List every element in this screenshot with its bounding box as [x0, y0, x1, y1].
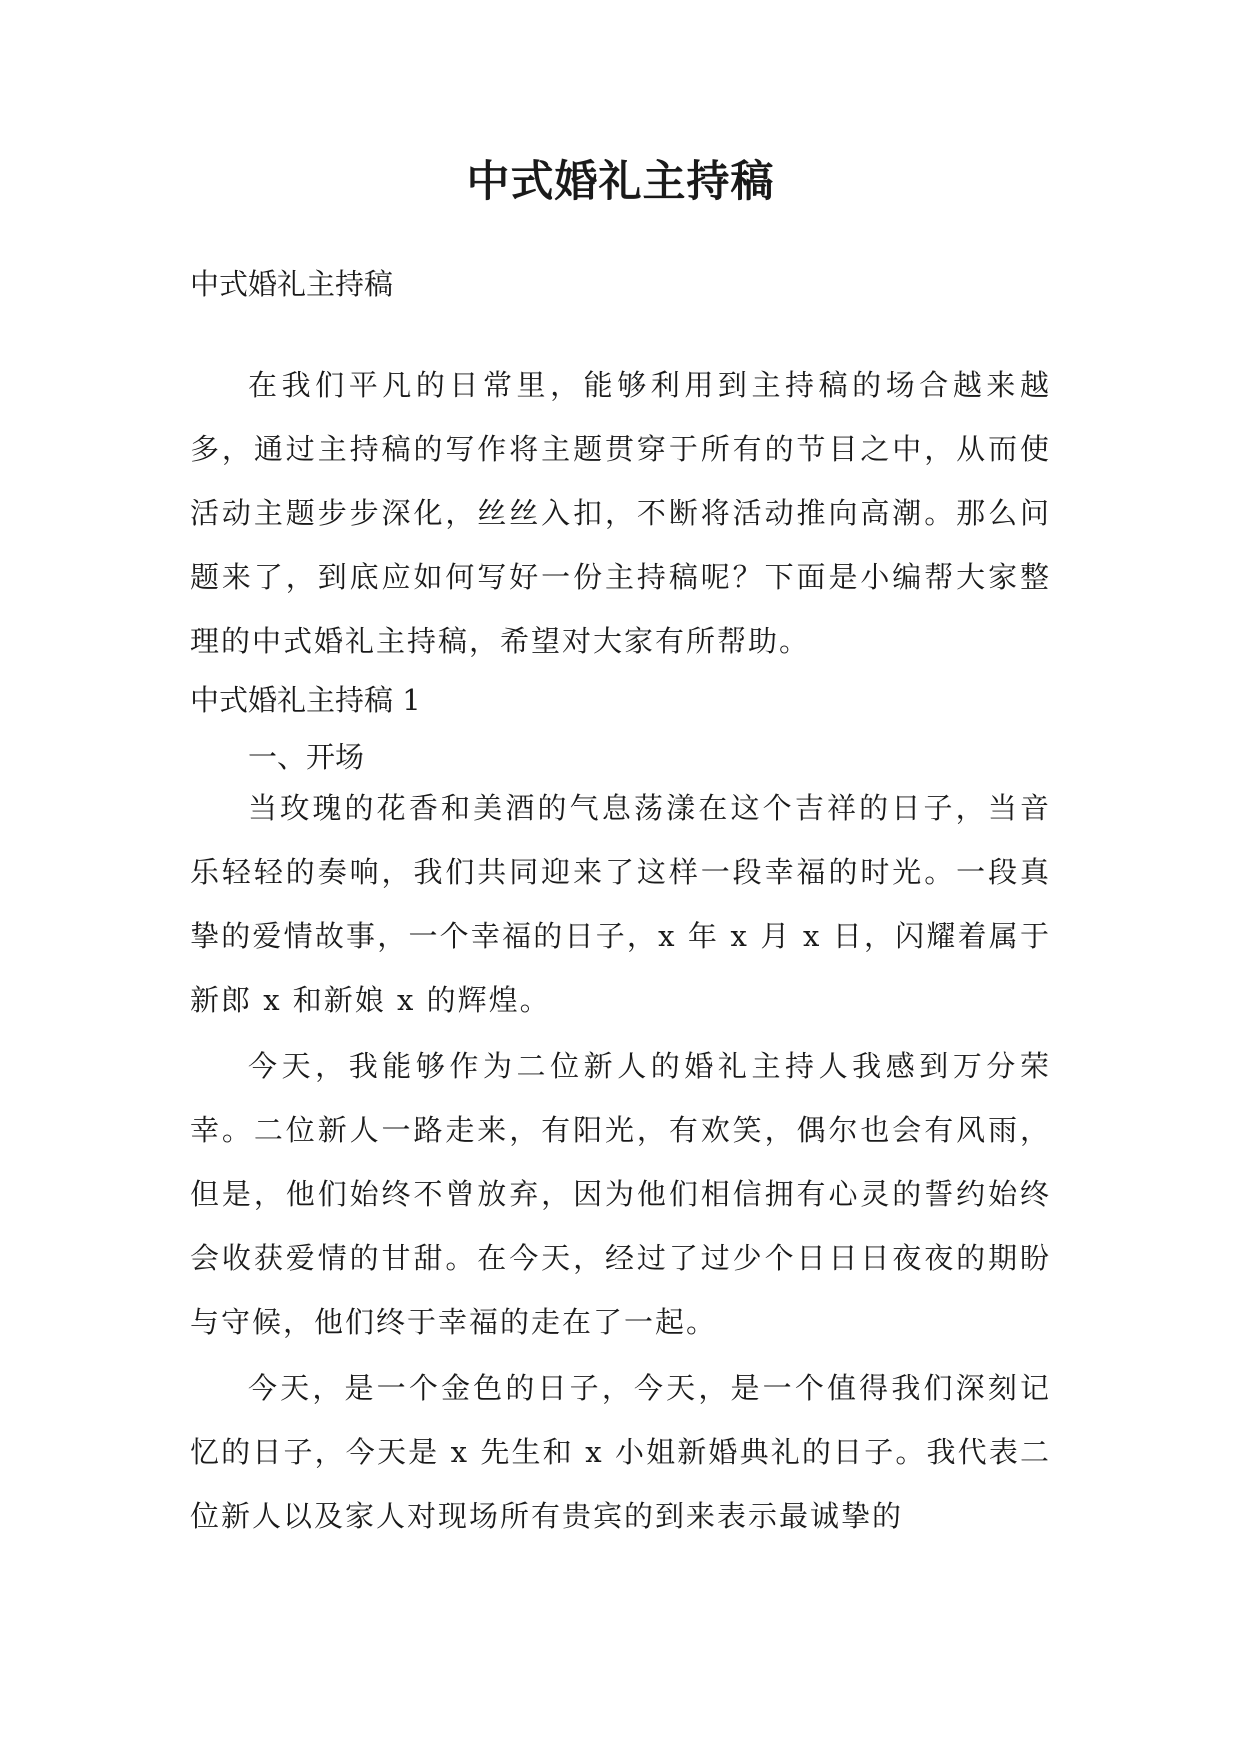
intro-paragraph: 在我们平凡的日常里，能够利用到主持稿的场合越来越多，通过主持稿的写作将主题贯穿于所有的节目之中，从而使活动主题步步深化，丝丝入扣，不断将活动推向高潮。那么问题来了，到底应如何写好一份主持稿呢？下面是小编帮大家整理的中式婚礼主持稿，希望对大家有所帮助。: [190, 368, 1051, 658]
document-title: 中式婚礼主持稿: [466, 157, 775, 207]
body-paragraph-1: 当玫瑰的花香和美酒的气息荡漾在这个吉祥的日子，当音乐轻轻的奏响，我们共同迎来了这样一段幸福的时光。一段真挚的爱情故事，一个幸福的日子，x 年 x 月 x 日，闪耀着属于新郎 x 和新娘 x 的辉煌。: [190, 791, 1051, 1017]
section-heading: 中式婚礼主持稿 1: [190, 683, 421, 717]
body-paragraph-2: 今天，我能够作为二位新人的婚礼主持人我感到万分荣幸。二位新人一路走来，有阳光，有欢笑，偶尔也会有风雨，但是，他们始终不曾放弃，因为他们相信拥有心灵的誓约始终会收获爱情的甘甜。在今天，经过了过少个日日日夜夜的期盼与守候，他们终于幸福的走在了一起。: [190, 1049, 1051, 1339]
subsection-heading: 一、开场: [248, 740, 365, 774]
document-subtitle: 中式婚礼主持稿: [190, 267, 394, 301]
body-paragraph-3: 今天，是一个金色的日子，今天，是一个值得我们深刻记忆的日子，今天是 x 先生和 x 小姐新婚典礼的日子。我代表二位新人以及家人对现场所有贵宾的到来表示最诚挚的: [190, 1371, 1051, 1533]
